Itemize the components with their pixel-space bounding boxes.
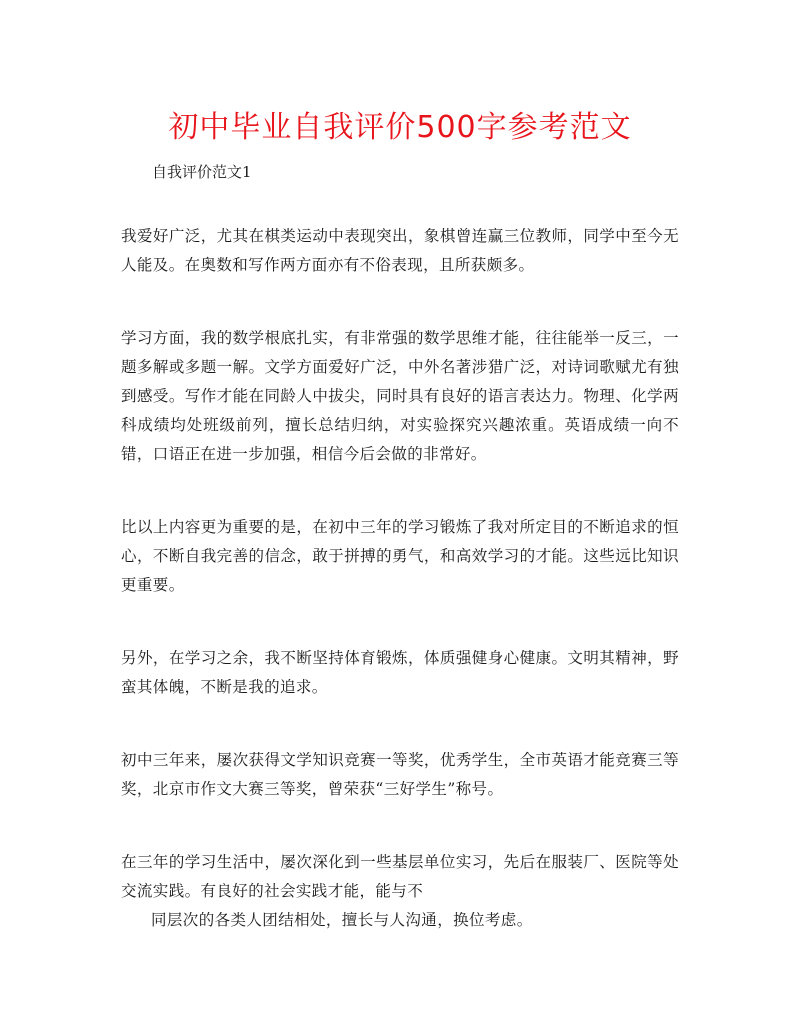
section-subtitle: 自我评价范文1 [152,163,252,181]
paragraph-awards: 初中三年来，屡次获得文学知识竞赛一等奖，优秀学生，全市英语才能竞赛三等奖，北京市作文大赛三等奖，曾荣获“三好学生”称号。 [121,751,679,798]
paragraph-practice-continuation: 同层次的各类人团结相处，擅长与人沟通，换位考虑。 [151,911,533,929]
paragraph-practice: 在三年的学习生活中，屡次深化到一些基层单位实习，先后在服装厂、医院等处交流实践。有良好的社会实践才能，能与不 [121,853,679,900]
paragraph-sports: 另外，在学习之余，我不断坚持体育锻炼，体质强健身心健康。文明其精神，野蛮其体魄，不断是我的追求。 [121,649,679,696]
paragraph-hobbies: 我爱好广泛，尤其在棋类运动中表现突出，象棋曾连赢三位教师，同学中至今无人能及。在奥数和写作两方面亦有不俗表现，且所获颇多。 [121,227,679,274]
paragraph-perseverance: 比以上内容更为重要的是，在初中三年的学习锻炼了我对所定目的不断追求的恒心，不断自我完善的信念，敢于拼搏的勇气，和高效学习的才能。这些远比知识更重要。 [121,518,679,594]
paragraph-study: 学习方面，我的数学根底扎实，有非常强的数学思维才能，往往能举一反三，一题多解或多题一解。文学方面爱好广泛，中外名著涉猎广泛，对诗词歌赋尤有独到感受。写作才能在同龄人中拔尖，同时具有良好的语言表达力。物理、化学两科成绩均处班级前列，擅长总结归纳，对实验探究兴趣浓重。英语成绩一向不错，口语正在进一步加强，相信今后会做的非常好。 [121,329,679,463]
document-body [121,222,679,935]
page-title: 初中毕业自我评价500字参考范文 [168,110,632,145]
